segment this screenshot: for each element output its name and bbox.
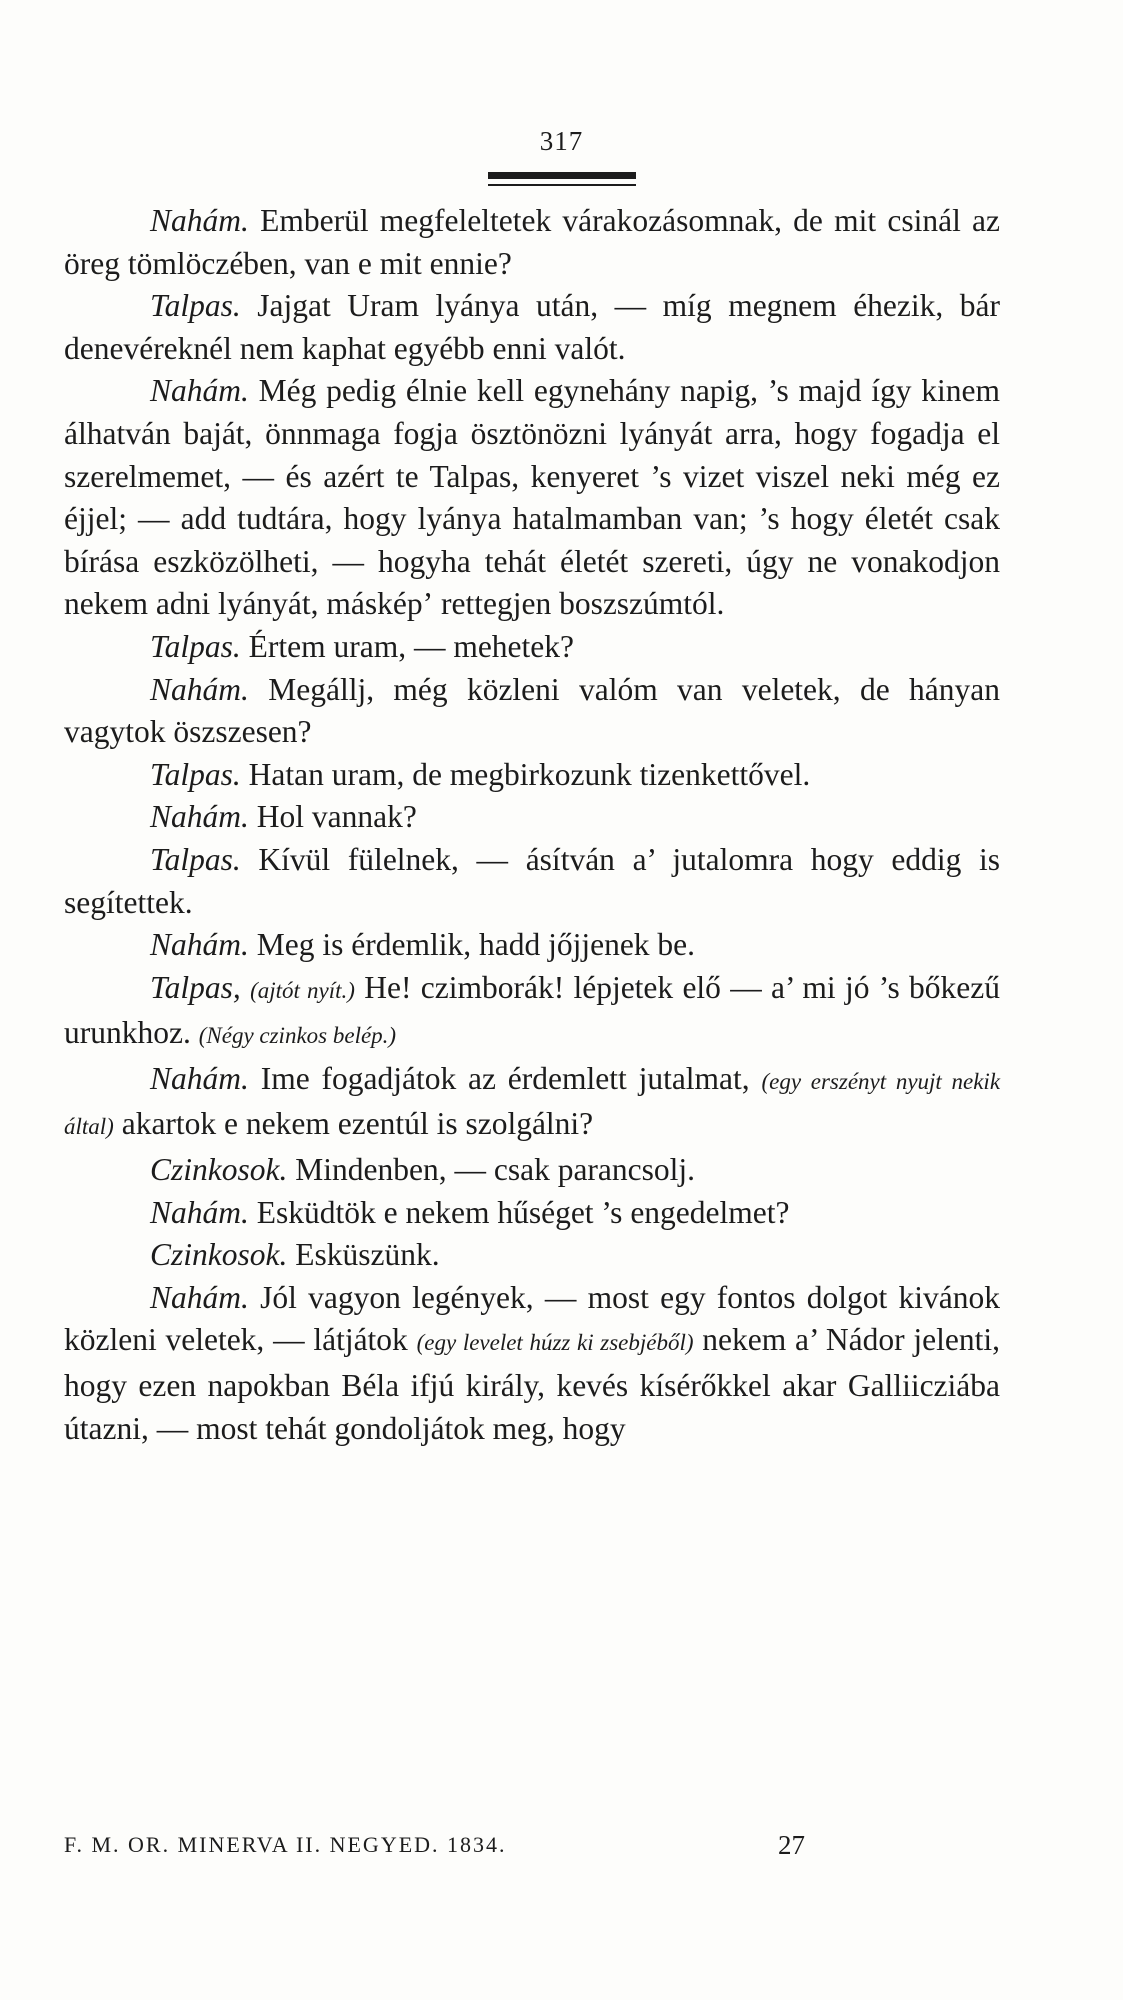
dialogue-paragraph — [64, 839, 1000, 924]
dialogue-paragraph — [64, 1277, 1000, 1450]
speaker-name: Czinkosok. — [150, 1152, 288, 1188]
speaker-name: Nahám. — [150, 927, 249, 963]
dialogue-paragraph — [64, 967, 1000, 1058]
speaker-name: Talpas. — [150, 288, 241, 324]
spoken-line: Emberül megfeleltetek várakozásomnak, de mit csinál az öreg tömlöczében, van e mit ennie? — [64, 203, 1000, 281]
dialogue-paragraph — [64, 626, 1000, 669]
dialogue-paragraph — [64, 1234, 1000, 1277]
stage-direction: (ajtót nyít.) — [250, 977, 355, 1003]
spoken-line: Értem uram, — mehetek? — [248, 628, 575, 664]
stage-direction: (Négy czinkos belép.) — [198, 1023, 397, 1049]
header-rule-thick — [488, 172, 636, 179]
spoken-line: Kívül fülelnek, — ásítván a’ jutalomra hogy eddig is segítettek. — [64, 841, 1000, 920]
spoken-line: Esküszünk. — [295, 1237, 440, 1273]
speaker-name: Nahám. — [150, 799, 249, 835]
spoken-line: nekem a’ Nádor jelenti, hogy ezen napokban Béla ifjú király, kevés kísérőkkel akar Galliicziába útazni, — most tehát gondoljátok meg, hogy — [64, 1322, 1001, 1446]
dialogue-paragraph — [64, 1058, 1000, 1149]
spoken-line: Még pedig élnie kell egynehány napig, ’s majd így kinem álhatván baját, önnmaga fogja ösztönözni lyányát arra, hogy fogadja el szerelmemet, — és azért te Talpas, kenyeret ’s vizet viszel neki még ez éjjel; — add tudtára, hogy lyánya hatalmamban van; ’s hogy életét csak bírása eszközölheti, — hogyha tehát életét szereti, úgy ne vonakodjon nekem adni lyányát, másképʼ rettegjen boszszúmtól. — [64, 373, 1000, 622]
page-footer — [64, 1832, 904, 1866]
dialogue-paragraph — [64, 285, 1000, 370]
spoken-line: Hol vannak? — [256, 799, 417, 835]
spoken-line: Mindenben, — csak parancsolj. — [295, 1152, 696, 1188]
dialogue-paragraph — [64, 669, 1000, 754]
spoken-line: Jajgat Uram lyánya után, — míg megnem éhezik, bár denevéreknél nem kaphat egyébb enni valót. — [64, 288, 1001, 366]
speaker-name: Nahám. — [150, 671, 249, 707]
spoken-line: He! czimborák! lépjetek elő — a’ mi jó ’s bőkezű urunkhoz. — [64, 969, 1001, 1051]
dialogue-paragraph — [64, 1192, 1000, 1235]
speaker-name: Nahám. — [150, 203, 249, 238]
spoken-line: Meg is érdemlik, hadd jőjjenek be. — [256, 927, 696, 963]
sheet-number: 27 — [778, 1830, 805, 1860]
speaker-name: Czinkosok. — [150, 1237, 288, 1273]
spoken-line: Hatan uram, de megbirkozunk tizenkettővel. — [248, 756, 811, 792]
speaker-name: Talpas. — [150, 628, 241, 664]
header-rule-thin — [488, 184, 636, 186]
dialogue-paragraph — [64, 200, 1000, 285]
stage-direction: (egy levelet húzz ki zsebjéből) — [416, 1330, 694, 1356]
dialogue-paragraph — [64, 754, 1000, 797]
spoken-line: Megállj, még közleni valóm van veletek, de hányan vagytok öszszesen? — [64, 671, 1001, 750]
page-number: 317 — [539, 126, 584, 156]
printer-signature: F. M. OR. MINERVA II. NEGYED. 1834. — [64, 1832, 507, 1857]
dialogue-paragraph — [64, 370, 1000, 626]
spoken-line: Ime fogadjátok az érdemlett jutalmat, — [260, 1060, 750, 1096]
speaker-name: Nahám. — [150, 1279, 249, 1315]
speaker-name: Nahám. — [150, 1060, 249, 1096]
dialogue-paragraph — [64, 796, 1000, 839]
speaker-name: Nahám. — [150, 373, 249, 409]
speaker-name: Talpas. — [150, 756, 241, 792]
stage-direction: (egy erszényt nyujt nekik által) — [64, 1068, 1001, 1140]
spoken-line: akartok e nekem ezentúl is szolgálni? — [121, 1106, 594, 1142]
speaker-name: Talpas. — [150, 841, 241, 877]
dialogue-paragraph — [64, 924, 1000, 967]
spoken-line: Jól vagyon legények, — most egy fontos dolgot kivánok közleni veletek, — látjátok — [64, 1279, 1000, 1358]
speaker-name: Nahám. — [150, 1194, 249, 1230]
speaker-name: Talpas, — [150, 969, 241, 1005]
dialogue-text — [64, 200, 1000, 1450]
dialogue-paragraph — [64, 1149, 1000, 1192]
spoken-line: Esküdtök e nekem hűséget ’s engedelmet? — [256, 1194, 790, 1230]
